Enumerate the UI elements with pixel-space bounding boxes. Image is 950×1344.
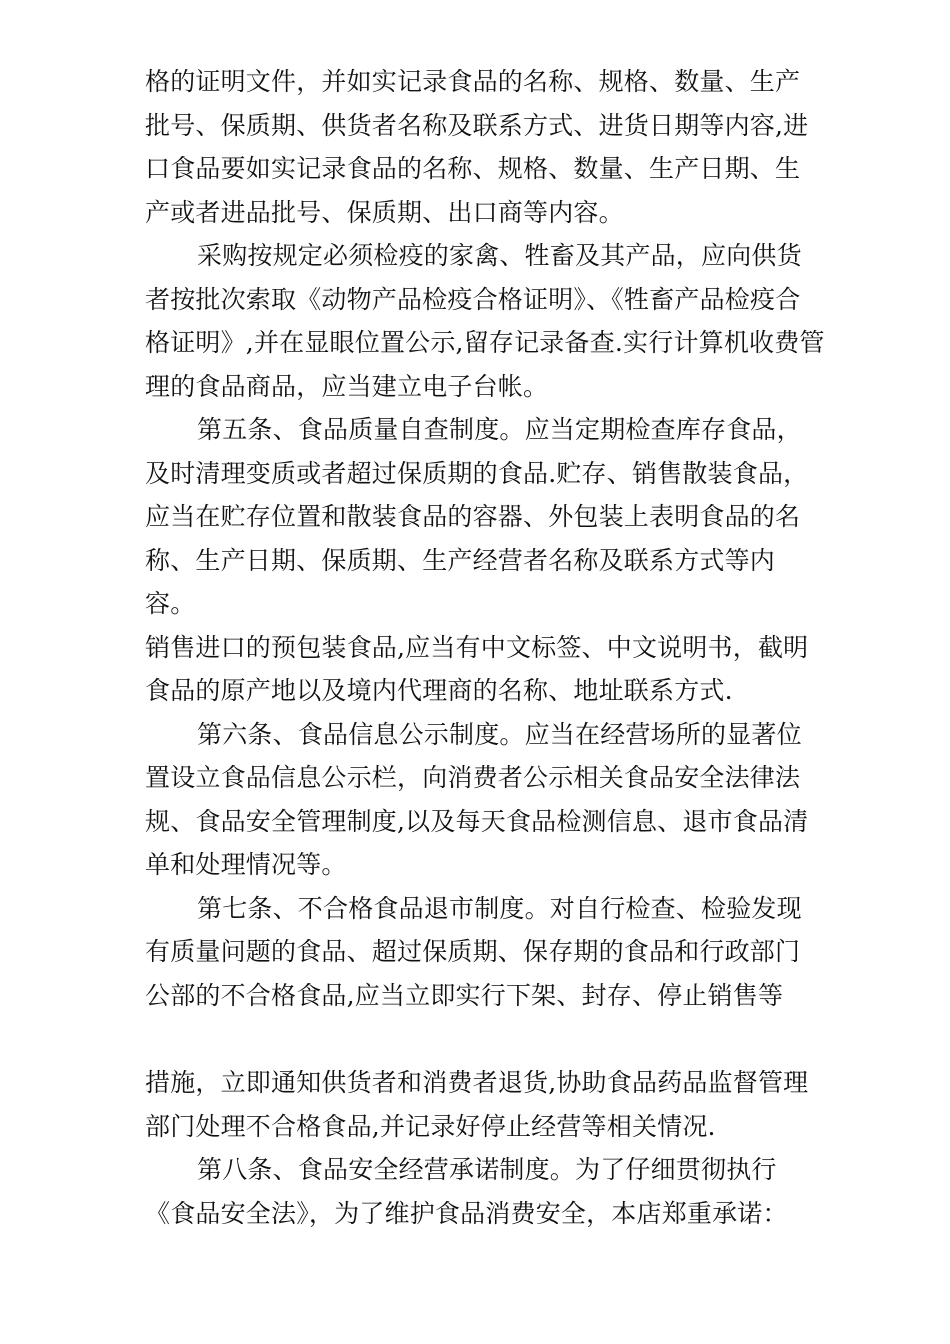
paragraph-article-8: 第八条、食品安全经营承诺制度。为了仔细贯彻执行《食品安全法》，为了维护食品消费安全，本店郑重承诺：: [145, 1155, 788, 1228]
paragraph-article-7-continued: 措施，立即通知供货者和消费者退货,协助食品药品监督管理部门处理不合格食品,并记录好停止经营等相关情况.: [145, 1068, 809, 1141]
page-break-gap: [145, 1017, 825, 1061]
paragraph-records: 格的证明文件，并如实记录食品的名称、规格、数量、生产批号、保质期、供货者名称及联系方式、进货日期等内容,进口食品要如实记录食品的名称、规格、数量、生产日期、生产或者进品批号、保质期、出口商等内容。: [145, 67, 809, 227]
paragraph-article-7: 第七条、不合格食品退市制度。对自行检查、检验发现有质量问题的食品、超过保质期、保存期的食品和行政部门公部的不合格食品,应当立即实行下架、封存、停止销售等: [145, 893, 802, 1010]
document-page: [145, 60, 825, 1235]
paragraph-article-6: 第六条、食品信息公示制度。应当在经营场所的显著位置设立食品信息公示栏，向消费者公示相关食品安全法律法规、食品安全管理制度,以及每天食品检测信息、退市食品清单和处理情况等。: [145, 719, 809, 879]
paragraph-imported-food: 销售进口的预包装食品,应当有中文标签、中文说明书，截明食品的原产地以及境内代理商的名称、地址联系方式.: [145, 632, 809, 705]
paragraph-article-5: 第五条、食品质量自查制度。应当定期检查库存食品，及时清理变质或者超过保质期的食品.贮存、销售散装食品，应当在贮存位置和散装食品的容器、外包装上表明食品的名称、生产日期、保质期、生产经营者名称及联系方式等内容。: [145, 415, 809, 618]
paragraph-quarantine: 采购按规定必须检疫的家禽、牲畜及其产品，应向供货者按批次索取《动物产品检疫合格证明》、《牲畜产品检疫合格证明》,并在显眼位置公示,留存记录备查.实行计算机收费管理的食品商品，应当建立电子台帐。: [145, 241, 825, 401]
